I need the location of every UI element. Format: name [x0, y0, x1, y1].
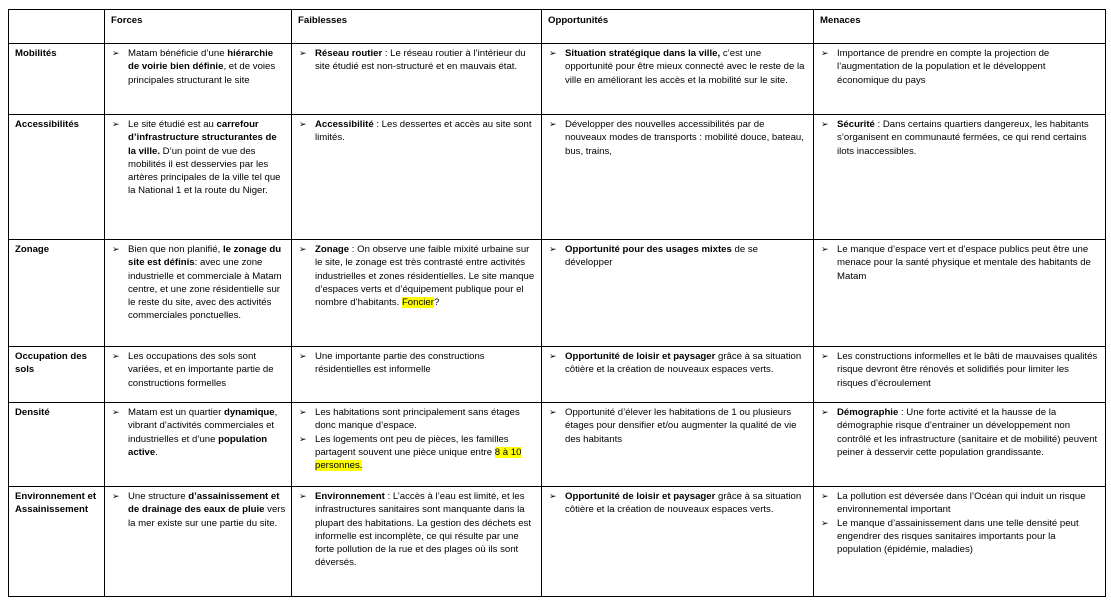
text-segment: Une structure — [128, 491, 189, 502]
cell-forces — [105, 487, 292, 597]
list-item — [820, 243, 1100, 283]
list-item — [111, 406, 286, 459]
text-segment: Opportunité de loisir et paysager — [565, 491, 716, 502]
cell-faiblesses — [292, 403, 542, 487]
header-faiblesses: Faiblesses — [292, 10, 542, 44]
text-segment: Réseau routier — [315, 48, 383, 59]
list-item — [548, 490, 808, 517]
text-segment: Importance de prendre en compte la projection de l’augmentation de la population et le développent économique du pays — [837, 48, 1050, 86]
list-item — [820, 118, 1100, 158]
row-label: Densité — [9, 403, 105, 487]
cell-menaces — [814, 347, 1106, 403]
table-row — [9, 44, 1106, 115]
bullet-list — [820, 47, 1100, 87]
bullet-list — [548, 350, 808, 377]
bullet-list — [548, 118, 808, 158]
bullet-list — [111, 118, 286, 198]
list-item — [111, 350, 286, 390]
list-item — [548, 47, 808, 87]
text-segment: Sécurité — [837, 119, 875, 130]
list-item — [111, 243, 286, 323]
list-item — [820, 490, 1100, 517]
bullet-list — [298, 243, 536, 309]
text-segment: hiérarchie de voirie bien définie — [128, 48, 274, 73]
text-segment: : Le réseau routier à l’intérieur du site étudié est non-structuré et en mauvais état. — [315, 48, 526, 73]
list-item — [111, 490, 286, 530]
bullet-list — [298, 118, 536, 145]
text-segment: Développer des nouvelles accessibilités par de nouveaux modes de transports : mobilité douce, bateau, bus, trains, — [565, 119, 804, 157]
cell-faiblesses — [292, 487, 542, 597]
arrow-bullet-icon: ➢ — [112, 119, 120, 129]
text-segment: Opportunité pour des usages mixtes — [565, 244, 732, 255]
arrow-bullet-icon: ➢ — [549, 48, 557, 58]
cell-forces — [105, 403, 292, 487]
text-segment: : Dans certains quartiers dangereux, les habitants s’organisent en communauté fermées, ce qui rend certains ilots inaccessibles. — [837, 119, 1089, 157]
bullet-list — [298, 47, 536, 74]
header-menaces: Menaces — [814, 10, 1106, 44]
text-segment: Les logements ont peu de pièces, les familles partagent souvent une pièce unique entre — [315, 433, 509, 458]
text-segment: grâce à sa situation côtière et la création de nouveaux espaces verts. — [565, 351, 802, 376]
row-label: Environnement et Assainissement — [9, 487, 105, 597]
arrow-bullet-icon: ➢ — [112, 351, 120, 361]
list-item — [298, 490, 536, 570]
cell-faiblesses — [292, 115, 542, 240]
arrow-bullet-icon: ➢ — [299, 491, 307, 501]
cell-forces — [105, 347, 292, 403]
list-item — [298, 118, 536, 145]
text-segment: Le manque d’espace vert et d’espace publics peut être une menace pour la santé physique et mentale des habitants de Matam — [837, 244, 1091, 282]
bullet-list — [298, 350, 536, 377]
table-row — [9, 347, 1106, 403]
arrow-bullet-icon: ➢ — [299, 407, 307, 417]
text-segment: : Une forte activité et la hausse de la démographie risque d’entrainer un développement non contrôlé et les infrastructure (sanitaire et de mobilité) peuvent peiner à desservir cette population grandissante. — [837, 407, 1098, 458]
arrow-bullet-icon: ➢ — [821, 491, 829, 501]
text-segment: c’est une opportunité pour être mieux connecté avec le reste de la ville en améliorant les accès et la mobilité sur le site. — [565, 48, 805, 86]
bullet-list — [111, 47, 286, 87]
text-segment: de se développer — [565, 244, 758, 269]
swot-table — [8, 9, 1106, 597]
text-segment: : On observe une faible mixité urbaine sur le site, le zonage est très contrasté entre activités industrielles et zones résidentielles. Le site manque d’espaces verts et d’équipement publique pour el nombre d’habitants. — [315, 244, 535, 309]
list-item — [111, 118, 286, 198]
text-segment: Les occupations des sols sont variées, et en importante partie de constructions formelles — [128, 351, 274, 389]
arrow-bullet-icon: ➢ — [299, 119, 307, 129]
arrow-bullet-icon: ➢ — [549, 407, 557, 417]
cell-opportunites — [542, 44, 814, 115]
header-cell-empty — [9, 10, 105, 44]
row-label: Occupation des sols — [9, 347, 105, 403]
text-segment: Une importante partie des constructions résidentielles est informelle — [315, 351, 485, 376]
text-segment: le zonage du site est définis — [128, 244, 282, 269]
text-segment: . — [155, 446, 158, 458]
arrow-bullet-icon: ➢ — [821, 351, 829, 361]
arrow-bullet-icon: ➢ — [549, 351, 557, 361]
text-segment: : Les dessertes et accès au site sont limités. — [315, 119, 532, 144]
bullet-list — [111, 406, 286, 459]
row-label: Zonage — [9, 240, 105, 347]
table-row — [9, 403, 1106, 487]
bullet-list — [548, 406, 808, 446]
text-segment: La pollution est déversée dans l’Océan qui induit un risque environnemental important — [837, 491, 1086, 516]
text-segment: Démographie — [837, 407, 899, 418]
arrow-bullet-icon: ➢ — [299, 244, 307, 254]
list-item — [548, 406, 808, 446]
text-segment: Les constructions informelles et le bâti de mauvaises qualités risque devront être rénovés et solidifiés pour limiter les risques d’écroulement — [837, 351, 1098, 389]
bullet-list — [111, 490, 286, 530]
cell-menaces — [814, 115, 1106, 240]
bullet-list — [298, 406, 536, 472]
arrow-bullet-icon: ➢ — [821, 407, 829, 417]
bullet-list — [820, 350, 1100, 390]
arrow-bullet-icon: ➢ — [299, 433, 307, 444]
highlighted-text: Foncier — [401, 297, 434, 309]
cell-opportunites — [542, 115, 814, 240]
arrow-bullet-icon: ➢ — [549, 491, 557, 501]
table-row — [9, 240, 1106, 347]
cell-menaces — [814, 487, 1106, 597]
cell-opportunites — [542, 347, 814, 403]
list-item — [548, 350, 808, 377]
cell-faiblesses — [292, 347, 542, 403]
text-segment: dynamique — [223, 407, 275, 418]
text-segment: Matam est un quartier — [128, 407, 224, 418]
list-item — [548, 118, 808, 158]
cell-opportunites — [542, 403, 814, 487]
table-row — [9, 487, 1106, 597]
text-segment: Environnement — [315, 491, 385, 502]
text-segment: d’assainissement et de drainage des eaux de pluie — [128, 491, 280, 516]
text-segment: : L’accès à l’eau est limité, et les infrastructures sanitaires sont manquante dans la plupart des habitations. La gestion des déchets est informelle est incomplète, ce qui résulte par une forte pollution de la rue et des plages où ils sont déversés. — [315, 491, 532, 569]
row-label: Mobilités — [9, 44, 105, 115]
text-segment: population active — [128, 433, 268, 458]
text-segment: Opportunité de loisir et paysager — [565, 351, 716, 362]
bullet-list — [820, 406, 1100, 459]
bullet-list — [820, 118, 1100, 158]
arrow-bullet-icon: ➢ — [112, 491, 120, 501]
list-item — [298, 243, 536, 309]
text-segment: vers la mer existe sur une partie du site. — [128, 504, 286, 529]
arrow-bullet-icon: ➢ — [821, 48, 829, 58]
list-item — [298, 406, 536, 433]
bullet-list — [111, 243, 286, 323]
bullet-list — [548, 243, 808, 270]
text-segment: ? — [433, 297, 440, 309]
arrow-bullet-icon: ➢ — [299, 351, 307, 361]
bullet-list — [820, 243, 1100, 283]
text-segment: Matam bénéficie d’une — [128, 48, 228, 59]
highlighted-text: 8 à 10 personnes. — [315, 446, 522, 472]
arrow-bullet-icon: ➢ — [112, 244, 120, 254]
arrow-bullet-icon: ➢ — [112, 48, 120, 58]
list-item — [820, 517, 1100, 557]
header-forces: Forces — [105, 10, 292, 44]
text-segment: carrefour d’infrastructure structurantes de la ville. — [128, 119, 277, 157]
text-segment: Situation stratégique dans la ville, — [565, 48, 723, 59]
arrow-bullet-icon: ➢ — [549, 119, 557, 129]
list-item — [820, 47, 1100, 87]
arrow-bullet-icon: ➢ — [112, 407, 120, 417]
text-segment: Les habitations sont principalement sans étages donc manque d’espace. — [315, 407, 520, 432]
arrow-bullet-icon: ➢ — [821, 244, 829, 254]
list-item — [548, 243, 808, 270]
header-opportunites: Opportunités — [542, 10, 814, 44]
text-segment: Le manque d’assainissement dans une telle densité peut engendrer des risques sanitaires importants pour la population (épidémie, maladies) — [837, 517, 1079, 556]
text-segment: : avec une zone industrielle et commerciale à Matam centre, et une zone résidentielle sur le reste du site, avec des activités commerciales ponctuelles. — [128, 257, 282, 322]
cell-forces — [105, 44, 292, 115]
bullet-list — [820, 490, 1100, 556]
text-segment: , vibrant d’activités commerciales et industrielles et d’une — [128, 407, 278, 445]
header-row — [9, 10, 1106, 44]
cell-menaces — [814, 240, 1106, 347]
list-item — [298, 47, 536, 74]
arrow-bullet-icon: ➢ — [821, 119, 829, 129]
text-segment: Zonage — [315, 244, 350, 255]
text-segment: Accessibilité — [315, 119, 374, 130]
cell-faiblesses — [292, 44, 542, 115]
bullet-list — [298, 490, 536, 570]
bullet-list — [111, 350, 286, 390]
bullet-list — [548, 47, 808, 87]
text-segment: , et de voies principales structurant le site — [128, 61, 276, 86]
arrow-bullet-icon: ➢ — [549, 244, 557, 254]
list-item — [820, 350, 1100, 390]
list-item — [111, 47, 286, 87]
text-segment: D’un point de vue des mobilités il est desservies par les artères principales de la ville tel que la National 1 et la route du Niger. — [128, 145, 281, 197]
cell-forces — [105, 115, 292, 240]
text-segment: Le site étudié est au — [128, 119, 217, 130]
row-label: Accessibilités — [9, 115, 105, 240]
text-segment: Opportunité d’élever les habitations de 1 ou plusieurs étages pour densifier et/ou augmenter la qualité de vie des habitants — [565, 407, 797, 445]
arrow-bullet-icon: ➢ — [299, 48, 307, 58]
cell-menaces — [814, 403, 1106, 487]
list-item — [298, 350, 536, 377]
cell-opportunites — [542, 487, 814, 597]
list-item — [820, 406, 1100, 459]
text-segment: Bien que non planifié, — [128, 244, 223, 255]
list-item — [298, 433, 536, 473]
cell-faiblesses — [292, 240, 542, 347]
cell-opportunites — [542, 240, 814, 347]
table-row — [9, 115, 1106, 240]
bullet-list — [548, 490, 808, 517]
text-segment: grâce à sa situation côtière et la création de nouveaux espaces verts. — [565, 491, 802, 516]
cell-menaces — [814, 44, 1106, 115]
arrow-bullet-icon: ➢ — [821, 517, 829, 528]
cell-forces — [105, 240, 292, 347]
